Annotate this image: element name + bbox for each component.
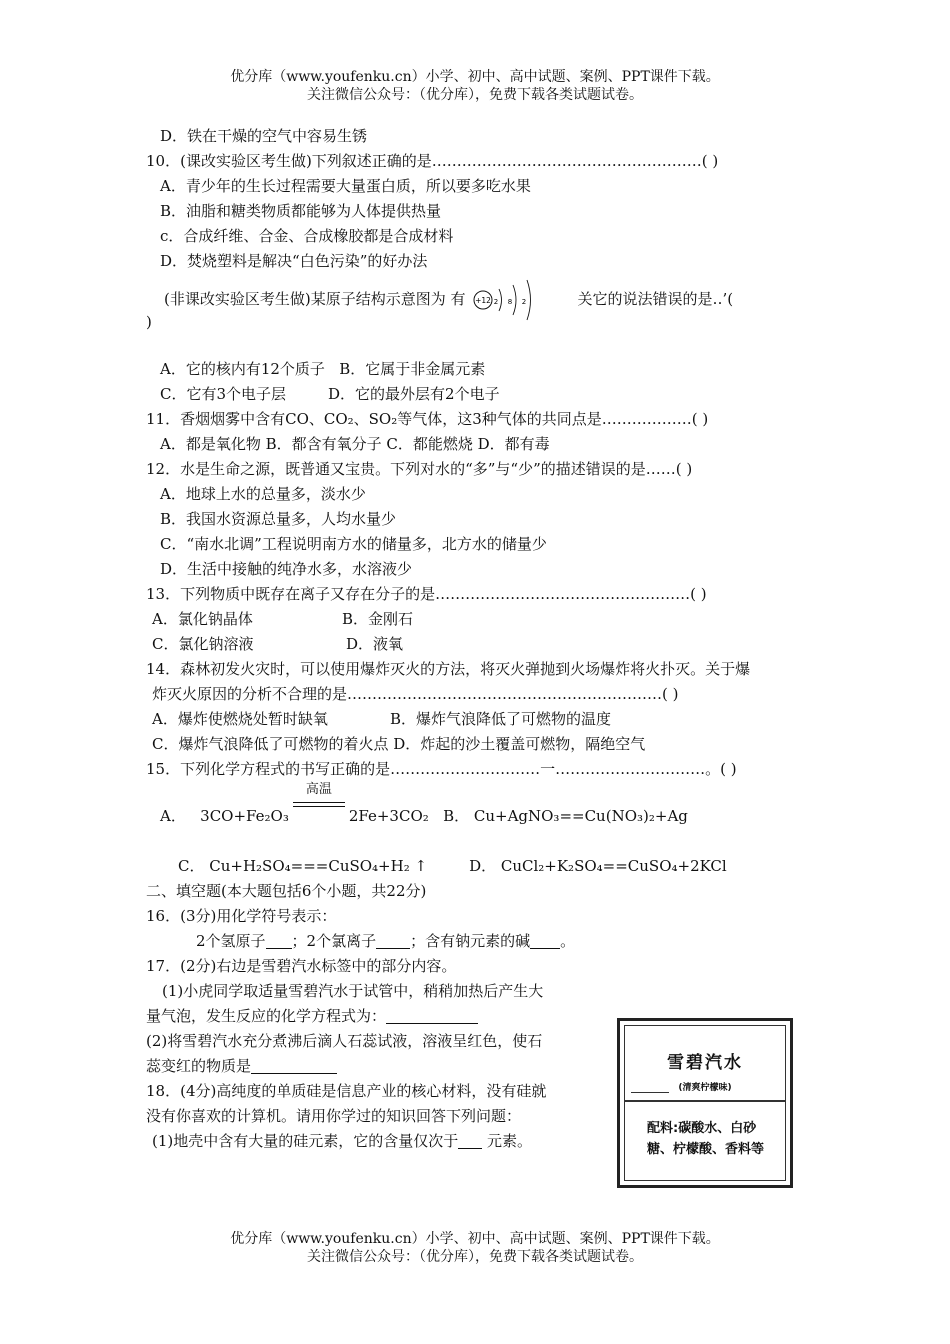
q12-stem: 12．水是生命之源，既普通又宝贵。下列对水的“多”与“少”的描述错误的是……( ) <box>146 460 693 478</box>
q10-option-c: c．合成纤维、合金、合成橡胶都是合成材料 <box>160 227 454 245</box>
q10-alt-close: ) <box>146 313 152 331</box>
q18-stem-1: 18．(4分)高纯度的单质硅是信息产业的核心材料，没有硅就 <box>146 1082 547 1100</box>
blank-sodium-base[interactable] <box>530 932 560 949</box>
q10-option-b: B．油脂和糖类物质都能够为人体提供热量 <box>160 202 442 220</box>
q18-stem-2: 没有你喜欢的计算机。请用你学过的知识回答下列问题： <box>146 1107 522 1125</box>
q10-alt-prefix: (非课改实验区考生做)某原子结构示意图为 有 <box>164 290 466 308</box>
blank-element[interactable] <box>458 1132 482 1149</box>
shell-arc-3 <box>527 280 531 320</box>
q12-option-c: C．“南水北调”工程说明南方水的储量多，北方水的储量少 <box>160 535 547 553</box>
q17-part-2a: (2)将雪碧汽水充分煮沸后滴人石蕊试液，溶液呈红色，使石 <box>146 1032 543 1050</box>
q10-option-a: A．青少年的生长过程需要大量蛋白质，所以要多吃水果 <box>160 177 531 195</box>
q17-part-1b-text: 量气泡，发生反应的化学方程式为： <box>146 1007 387 1025</box>
q16-blanks <box>146 929 816 954</box>
header-line-1: 优分库（www.youfenku.cn）小学、初中、高中试题、案例、PPT课件下载。 <box>230 69 720 85</box>
atom-structure-diagram <box>469 277 573 323</box>
q16-part-1: 2个氢原子 <box>196 932 266 950</box>
q17-stem: 17．(2分)右边是雪碧汽水标签中的部分内容。 <box>146 957 457 975</box>
footer-line-1: 优分库（www.youfenku.cn）小学、初中、高中试题、案例、PPT课件下载。 <box>230 1231 720 1247</box>
q17-part-2b-text: 蕊变红的物质是 <box>146 1057 252 1075</box>
q18-part-1-end: 元素。 <box>487 1132 533 1150</box>
footer-line-2: 关注微信公众号：（优分库），免费下载各类试题试卷。 <box>307 1249 643 1265</box>
q14-options-ab <box>146 707 816 732</box>
q15-option-b: B． Cu+AgNO₃==Cu(NO₃)₂+Ag <box>443 807 688 825</box>
q10-alt-suffix: 关它的说法错误的是‥’( <box>577 290 734 308</box>
label-ingredients: 配料:碳酸水、白砂糖、柠檬酸、香料等 <box>647 1121 765 1157</box>
label-title: 雪碧汽水 <box>667 1053 743 1073</box>
q14-stem-2: 炸灭火原因的分析不合理的是………………………………………………………( ) <box>152 685 679 703</box>
q14-option-b: B．爆炸气浪降低了可燃物的温度 <box>390 710 612 728</box>
q13-stem: 13．下列物质中既存在离子又存在分子的是……………………………………………( ) <box>146 585 707 603</box>
blank-red-substance[interactable] <box>251 1057 337 1074</box>
q11-options: A．都是氧化物 B．都含有氧分子 C．都能燃烧 D．都有毒 <box>160 435 550 453</box>
blank-chloride-ions[interactable] <box>376 932 410 949</box>
page-footer <box>0 1230 950 1266</box>
q16-stem: 16．(3分)用化学符号表示： <box>146 907 337 925</box>
q10-alt-option-b: B．它属于非金属元素 <box>339 360 486 378</box>
q13-option-c: C．氯化钠溶液 <box>152 635 254 653</box>
shell-arc-2 <box>513 285 516 315</box>
q16-part-2: ；2个氯离子 <box>291 932 377 950</box>
q12-option-d: D．生活中接触的纯净水多，水溶液少 <box>160 560 413 578</box>
q10-option-d: D．焚烧塑料是解决“白色污染”的好办法 <box>160 252 428 270</box>
q18-part-1-text: (1)地壳中含有大量的硅元素，它的含量仅次于 <box>152 1132 459 1150</box>
header-line-2: 关注微信公众号：（优分库），免费下载各类试题试卷。 <box>307 87 643 103</box>
q15-option-c: C． Cu+H₂SO₄===CuSO₄+H₂ ↑ <box>178 857 428 875</box>
shell-1-electrons: 2 <box>494 298 499 306</box>
q15-options-ab <box>146 782 816 829</box>
q10-alt-option-a: A．它的核内有12个质子 <box>160 360 325 378</box>
shell-2-electrons: 8 <box>508 298 513 306</box>
section-2-title: 二、填空题(本大题包括6个小题，共22分) <box>146 882 427 900</box>
q15-options-cd <box>146 854 816 879</box>
q13-options-cd <box>146 632 816 657</box>
q15-option-a-rhs: 2Fe+3CO₂ <box>348 807 429 825</box>
q13-options-ab <box>146 607 816 632</box>
q10-alt-options-cd <box>146 382 816 407</box>
q10-alt-option-c: C．它有3个电子层 <box>160 385 287 403</box>
q14-option-a: A．爆炸使燃烧处暂时缺氧 <box>152 710 328 728</box>
q10-alt-options-ab <box>146 357 816 382</box>
q13-option-a: A．氯化钠晶体 <box>152 610 253 628</box>
q12-option-b: B．我国水资源总量多，人均水量少 <box>160 510 397 528</box>
q17-part-1a: (1)小虎同学取适量雪碧汽水于试管中，稍稍加热后产生大 <box>162 982 544 1000</box>
q15-option-a-lhs: 3CO+Fe₂O₃ <box>200 807 289 825</box>
q9-option-d: D．铁在干燥的空气中容易生锈 <box>160 127 368 145</box>
q15-option-a-label: A． <box>160 807 186 825</box>
q16-part-4: 。 <box>560 932 576 950</box>
q16-part-3: ；含有钠元素的碱 <box>410 932 531 950</box>
q10-alt-stem <box>146 274 816 324</box>
page-header <box>0 68 950 104</box>
q15-stem: 15．下列化学方程式的书写正确的是…………………………一…………………………。( ) <box>146 760 737 778</box>
shell-arc-1 <box>499 289 502 311</box>
nucleus-charge: +12 <box>475 296 492 305</box>
reaction-condition-arrow <box>289 782 349 829</box>
shell-3-electrons: 2 <box>522 298 527 306</box>
sprite-label-image <box>617 1018 793 1188</box>
blank-hydrogen-atoms[interactable] <box>266 932 292 949</box>
reaction-condition: 高温 <box>305 782 332 797</box>
q12-option-a: A．地球上水的总量多，淡水少 <box>160 485 366 503</box>
q13-option-d: D．液氧 <box>346 635 404 653</box>
q15-option-d: D． CuCl₂+K₂SO₄==CuSO₄+2KCl <box>469 857 727 875</box>
q10-stem: 10．(课改实验区考生做)下列叙述正确的是………………………………………………( ) <box>146 152 719 170</box>
q10-alt-option-d: D．它的最外层有2个电子 <box>328 385 500 403</box>
q14-stem-1: 14．森林初发火灾时，可以使用爆炸灭火的方法，将灭火弹抛到火场爆炸将火扑灭。关于爆 <box>146 660 751 678</box>
q13-option-b: B．金刚石 <box>342 610 414 628</box>
label-subtitle: (清爽柠檬味) <box>678 1083 732 1093</box>
exam-content <box>146 124 816 1154</box>
q14-options-cd: C．爆炸气浪降低了可燃物的着火点 D．炸起的沙土覆盖可燃物，隔绝空气 <box>152 735 646 753</box>
blank-equation[interactable] <box>386 1007 478 1024</box>
q11-stem: 11．香烟烟雾中含有CO、CO₂、SO₂等气体，这3种气体的共同点是………………( ) <box>146 410 709 428</box>
